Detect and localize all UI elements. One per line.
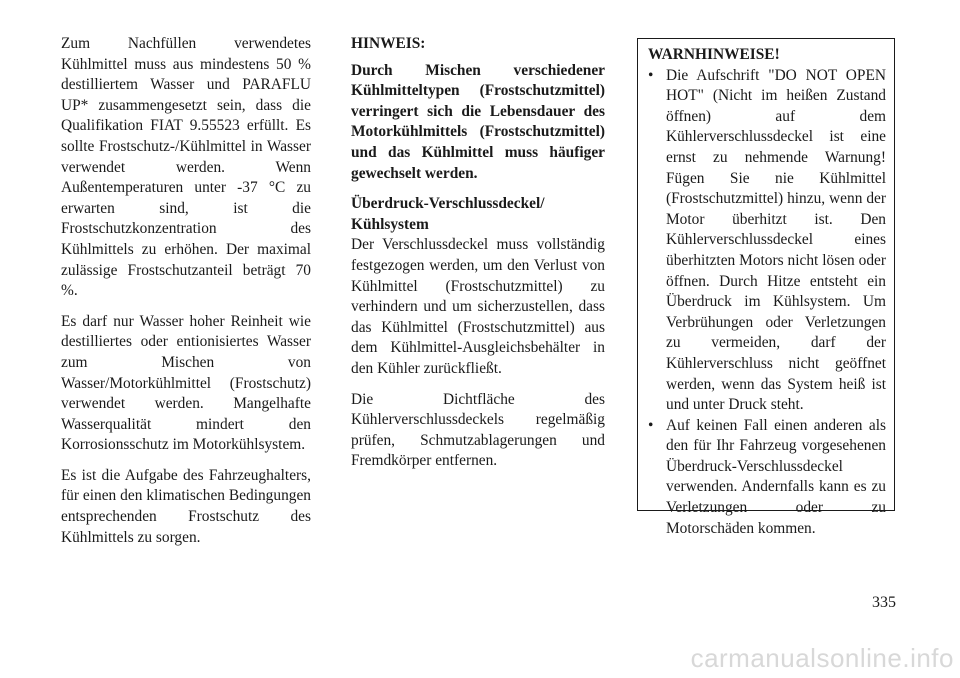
- note-heading: HINWEIS:: [351, 35, 426, 52]
- warning-box: [637, 38, 895, 537]
- warning-item-text: Die Aufschrift "DO NOT OPEN HOT" (Nicht im heißen Zustand öffnen) auf dem Kühlerverschlussdeckel ist eine ernst zu nehmende Warnung! Fügen Sie nie Kühlmittel (Frostschutzmittel) hinzu, wenn der Motor überhitzt ist. Den Kühlerverschlussdeckel eines überhitzten Motors nicht lösen oder öffnen. Durch Hitze entsteht ein Überdruck im Kühlsystem. Um Verbrühungen oder Verletzungen zu vermeiden, darf der Kühlerverschluss nicht geöffnet werden, wenn das System heiß ist und unter Druck steht.: [666, 66, 886, 414]
- bullet-icon: •: [648, 416, 654, 434]
- warning-item: [648, 416, 886, 540]
- middle-column: [351, 34, 605, 482]
- page-number: 335: [872, 594, 896, 611]
- warning-item-text: Auf keinen Fall einen anderen als den für Ihr Fahrzeug vorgesehenen Überdruck-Verschlussdeckel verwenden. Andernfalls kann es zu Verletzungen oder zu Motorschäden kommen.: [666, 416, 886, 537]
- paragraph-coolant-mixture: Zum Nachfüllen verwendetes Kühlmittel muss aus mindestens 50 % destilliertem Wasser und PARAFLU UP* zusammengesetzt sein, dass die Qualifikation FIAT 9.55523 erfüllt. Es sollte Frostschutz-/Kühlmittel in Wasser verwendet werden. Wenn Außentemperaturen unter -37 °C zu erwarten sind, ist die Frostschutzkonzentration des Kühlmittels zu erhöhen. Der maximal zulässige Frostschutzanteil beträgt 70 %.: [61, 35, 311, 300]
- paragraph-cap-tightening: Der Verschlussdeckel muss vollständig festgezogen werden, um den Verlust von Kühlmittel (Frostschutzmittel) zu verhindern und um sicherzustellen, dass das Kühlmittel (Frostschutzmittel) aus dem Kühlmittel-Ausgleichsbehälter in den Kühler zurückfließt.: [351, 236, 605, 377]
- paragraph-water-quality: Es darf nur Wasser hoher Reinheit wie destilliertes oder entionisiertes Wasser zum Mischen von Wasser/Motorkühlmittel (Frostschutz) verwendet werden. Mangelhafte Wasserqualität mindert den Korrosionsschutz im Motorkühlsystem.: [61, 312, 311, 454]
- warning-title: WARNHINWEISE!: [648, 46, 780, 63]
- section-heading: Überdruck-Verschlussdeckel/ Kühlsystem: [351, 195, 545, 233]
- warning-list: [648, 66, 886, 540]
- paragraph-seal-inspection: Die Dichtfläche des Kühlerverschlussdeckels regelmäßig prüfen, Schmutzablagerungen und Fremdkörper entfernen.: [351, 390, 605, 470]
- bullet-icon: •: [648, 66, 654, 84]
- warning-item: [648, 66, 886, 416]
- paragraph-owner-responsibility: Es ist die Aufgabe des Fahrzeughalters, für einen den klimatischen Bedingungen entsprechenden Frostschutz des Kühlmittels zu sorgen.: [61, 466, 311, 546]
- left-column: [61, 34, 311, 558]
- note-text: Durch Mischen verschiedener Kühlmitteltypen (Frostschutzmittel) verringert sich die Lebensdauer des Motorkühlmittels (Frostschutzmittel) und das Kühlmittel muss häufiger gewechselt werden.: [351, 61, 605, 182]
- watermark: carmanualsonline.info: [690, 643, 954, 673]
